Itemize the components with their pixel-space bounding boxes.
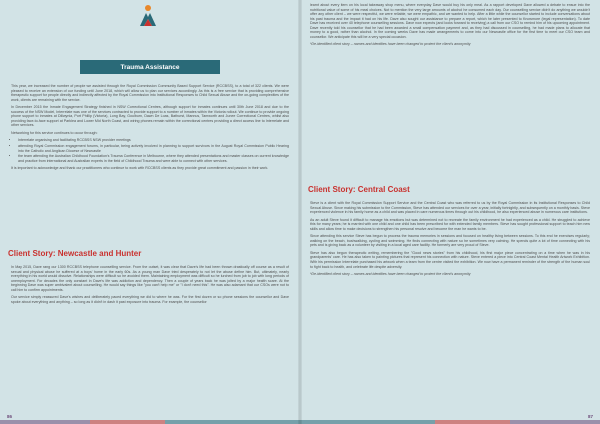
footer-stripe-left xyxy=(0,420,300,424)
story-paragraph: Steve has also begun therapeutic writing, remembering the "Good news stories" from his childhood, his first major piece concentrating on a time when he was in his grandparents' care. He has also taken to painting pictures that represent his connection with nature. Steve entered a piece into Central Coast Mental Health Artwork Exhibition. With his permission Interrelate purchased his artwork when a team from the centre visited the exhibition. We now have a permanent reminder of the strength of the human soul to fight back to health, and celebrate life despite adversity. xyxy=(310,250,590,269)
networking-list xyxy=(11,138,289,163)
intro-paragraph-1: This year, we increased the number of people we assisted through the Royal Commission Community Based Support Service (RCCBSS), to a total of 322 clients. We were pleased to receive an extension of our funding until June 2018, which will allow us to plan our services accordingly. As this is a free service that is providing comprehensive therapeutic support for people directly and indirectly affected by the Royal Commission into Institutional Responses to Child Sexual Abuse and the on-going complexities of the work, clients are remaining with the service. xyxy=(11,84,289,102)
closing-paragraph: It is important to acknowledge and thank our practitioners who continue to work with RCCBSS clients as they provide great commitment and passion in their work. xyxy=(11,166,269,171)
page-gutter xyxy=(298,0,302,424)
interrelate-logo-icon xyxy=(138,4,158,28)
intro-paragraph-2: In December 2015 the Inmate Engagement Strategy finished in NSW Correctional Centres, although support for inmates continues until 30th June 2018 and due to the success of the NSW Model, Interrelate was one of the services contracted to provide support to a number of inmates within the Victoria rollout. We continue to provide ongoing phone support to inmates at Dillwynia, Port Phillip (Victoria), Long Bay, Goulburn, Dawn De Loas, Bathurst, Mannus, Tamworth and Junee Correctional Centres, whilst also providing face-to-face support at Parklea and Lower Mid North Coast, and wiring phones remain within the correctional centres providing a direct access line to Interrelate and other services. xyxy=(11,105,289,128)
networking-bullet: • attending Royal Commission engagement forums, in particular, being actively involved in planning to support survivors in the August Royal Commission Public Hearing into the Catholic and Anglican Diocese of Newcastle xyxy=(18,144,289,153)
networking-bullet: • Interrelate organising and facilitating RCCBSS NSW provider meetings xyxy=(18,138,289,143)
page-number-left: 86 xyxy=(7,414,13,419)
story-paragraph: In May 2015, Dave rang our 1300 RCCBSS telephone counselling service. From the outset, it was clear that Dave's life had been thrown drastically off course as a result of sexual and physical abuse he suffered at a boys' home in the early 60s. As a young man Dave tried desperately to not let the abuse define him. But, ultimately, nearly everything in his world would dissolve. Relationships were difficult so he avoided them. Maintaining employment was difficult so he lurched from job to job with long periods of unemployment. For decades the only constant in Dave's life was addiction and dependency. Then a couple of years back he was jolted by a major health scare. At the beginning Dave was super ambivalent about counselling. He would say things like "you can't help me" or "I don't need this". He was also adamant that our CSOs were not to call him to confirm appointments. xyxy=(11,265,289,292)
deidentified-note: *De-identified client story – names and identities have been changed to protect the client's anonymity xyxy=(310,42,471,47)
story-paragraph: Our service simply reassured Dave's wishes and deliberately paced everything we did to where he was. For the first dozen or so phone sessions the counsellor and Dave spoke about everything and anything – so long as it didn't in dash it past exposure into trauma. For example, the counsellor xyxy=(11,295,289,304)
deidentified-note: *De-identified client story – names and identities have been changed to protect the client's anonymity xyxy=(310,272,471,277)
section-title: Trauma Assistance xyxy=(80,60,220,74)
page-number-right: 87 xyxy=(587,414,593,419)
story-title-newcastle: Client Story: Newcastle and Hunter xyxy=(8,249,142,258)
story-title-central-coast: Client Story: Central Coast xyxy=(308,185,410,194)
central-coast-story-body xyxy=(310,201,590,280)
story-paragraph: Since attending this service Steve has begun to process the trauma memories in sessions and focused on healthy living between sessions. To this end he exercises regularly; walking on the beach, bushwalking, cycling and swimming. He finds connecting with nature so he sometimes very calming. He spends quite a lot of time connecting with his pets and is giving back as a volunteer by visiting in a local aged care facility. He formerly are very proud of Steve. xyxy=(310,234,590,248)
networking-bullet: • the team attending the Australian Childhood Foundation's Trauma Conference in Melbourne, where they attended presentations and master classes on current knowledge and practice from international and Australian experts in the field of Childhood Trauma and were able to connect with other services. xyxy=(18,154,289,163)
right-body-top xyxy=(310,3,590,50)
right-page xyxy=(300,0,600,424)
networking-intro: Networking for this service continues to occur through: xyxy=(11,130,98,135)
left-body xyxy=(11,84,289,174)
story-paragraph: As an adult Steve found it difficult to manage his emotions but was determined not to recreate the family environment he had experienced as a child. He struggled to achieve this for many years; he is married with one child and one child has been prescribed for with extended family members. Steve has sought professional support to teach him new skills and allow time to make decisions to strengthen his personal resolve and become the man he wants to be. xyxy=(310,217,590,231)
newcastle-story-body xyxy=(11,265,289,307)
continued-paragraph: learnt about every item on his local takeaway shop menu, where everyday Dave would buy his only meal. As a rapport developed Dave allowed a debate to ensue into the nutritional value of some of his meal choices. Not to mention the very large amounts of alcohol he consumed each day. Our counselling service didn't do anything we wouldn't offer any other client – we were respectful, we were reliable, we were empathic, and we wanted to help. After a little while the counsellor started to include conversations about his past trauma and the impact it had on his life. Dave also sought our assistance to prepare a report, which he later presented to Knowmore (legal representation). To date Dave has received over 40 telephone counselling sessions. Dave now expects (and looks forward to receiving) a call from our CSO to remind him of his upcoming appointment. Dave recently told his counsellor that he had been awarded a small compensation payment and, as they had discussed in counselling, he had made plans to allocate that money to a good, rather than alcohol. In the coming weeks Dave has made arrangements to come into our Newcastle office for the first time to meet our CSO team and counsellor. We anticipate this will be a very special occasion. xyxy=(310,3,590,39)
story-paragraph: Steve is a client with the Royal Commission Support Service and the Central Coast who was referred to us by the Royal Commission in its Institutional Responses to Child Sexual Abuse. Since making his submission to the Commission, Steve has attended our services for over a year, initially fortnightly, and subsequently on a monthly basis. Steve experienced violence in his family home as a child and was placed in care numerous times through out his childhood, he also experienced abuse in numerous care institutions. xyxy=(310,201,590,215)
footer-stripe-right xyxy=(300,420,600,424)
